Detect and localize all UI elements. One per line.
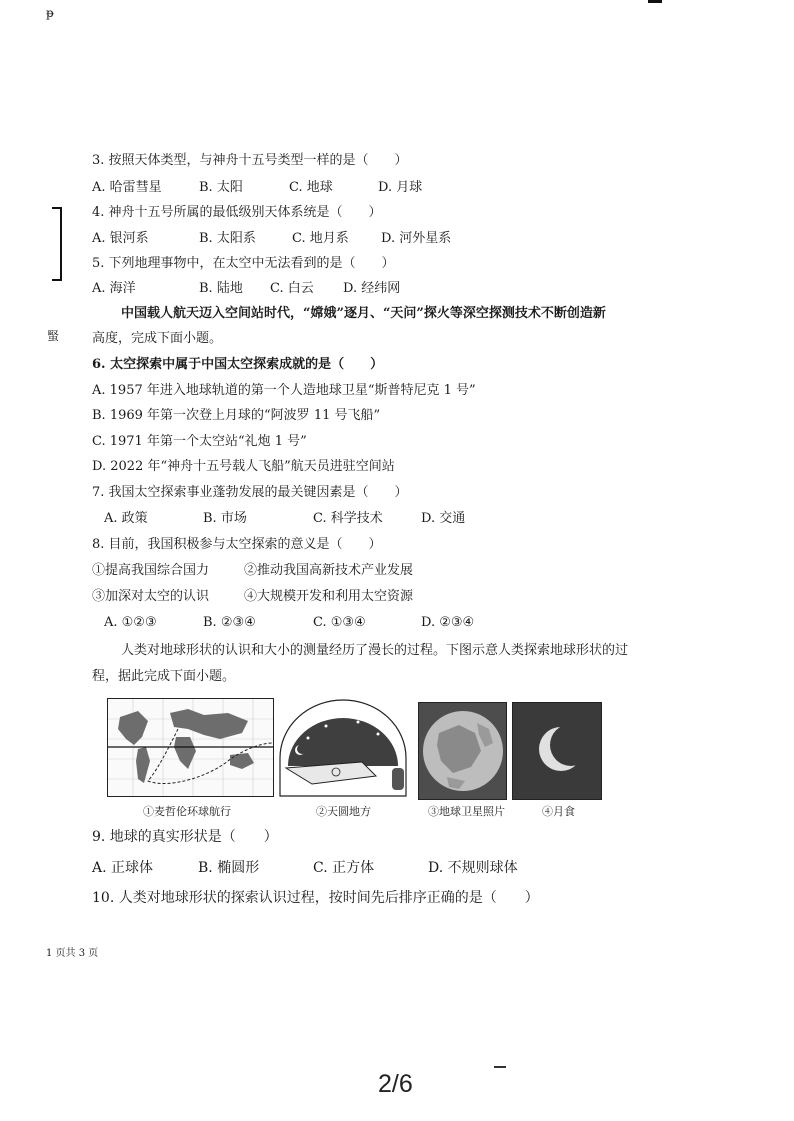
q6-option-b: B. 1969 年第一次登上月球的“阿波罗 11 号飞船” <box>92 408 381 423</box>
q4-option-a: A. 银河系 <box>92 231 149 246</box>
q8-option-d: D. ②③④ <box>421 615 475 630</box>
scan-mark-top-left: ᵽ <box>46 6 54 20</box>
intro-2-line-2: 程，据此完成下面小题。 <box>92 669 236 684</box>
page-number: 2/6 <box>378 1070 413 1098</box>
q4-option-c: C. 地月系 <box>292 231 349 246</box>
page-info: 1 页共 3 页 <box>46 948 99 959</box>
question-5-stem: 5. 下列地理事物中，在太空中无法看到的是（ ） <box>92 256 395 271</box>
question-6-stem: 6. 太空探索中属于中国太空探索成就的是（ ） <box>92 357 384 372</box>
q7-option-c: C. 科学技术 <box>313 511 383 526</box>
question-3-stem: 3. 按照天体类型，与神舟十五号类型一样的是（ ） <box>92 153 408 168</box>
figure-caption-4: ④月食 <box>542 805 575 818</box>
q8-item-3: ③加深对太空的认识 <box>92 589 210 604</box>
q5-option-c: C. 白云 <box>270 281 314 296</box>
question-10-stem: 10. 人类对地球形状的探索认识过程，按时间先后排序正确的是（ ） <box>92 890 539 906</box>
q5-option-d: D. 经纬网 <box>343 281 401 296</box>
binding-bracket <box>52 207 62 281</box>
figure-caption-2: ②天圆地方 <box>316 805 371 818</box>
intro-1-line-1: 中国载人航天迈入空间站时代，“嫦娥”逐月、“天问”探火等深空探测技术不断创造新 <box>121 306 606 321</box>
q9-option-a: A. 正球体 <box>92 860 154 876</box>
q6-option-c: C. 1971 年第一个太空站“礼炮 1 号” <box>92 434 307 449</box>
scan-mark-bottom <box>494 1066 506 1068</box>
q8-item-4: ④大规模开发和利用太空资源 <box>244 589 414 604</box>
q4-option-b: B. 太阳系 <box>199 231 256 246</box>
intro-1-line-2: 高度，完成下面小题。 <box>92 331 223 346</box>
q3-option-b: B. 太阳 <box>199 180 243 195</box>
q6-option-d: D. 2022 年“神舟十五号载人飞船”航天员进驻空间站 <box>92 459 395 474</box>
q8-option-b: B. ②③④ <box>203 615 256 630</box>
scan-mark-left-margin: 蜸 <box>47 329 60 343</box>
figure-caption-3: ③地球卫星照片 <box>428 805 505 818</box>
q7-option-d: D. 交通 <box>421 511 466 526</box>
figure-caption-1: ①麦哲伦环球航行 <box>143 805 231 818</box>
question-7-stem: 7. 我国太空探索事业蓬勃发展的最关键因素是（ ） <box>92 485 408 500</box>
scan-mark-top-right <box>648 0 662 3</box>
q8-item-2: ②推动我国高新技术产业发展 <box>244 563 414 578</box>
q7-option-b: B. 市场 <box>203 511 247 526</box>
question-9-stem: 9. 地球的真实形状是（ ） <box>92 829 278 845</box>
q3-option-d: D. 月球 <box>378 180 423 195</box>
q9-option-b: B. 椭圆形 <box>198 860 260 876</box>
q8-option-a: A. ①②③ <box>104 615 157 630</box>
q9-option-d: D. 不规则球体 <box>428 860 518 876</box>
q5-option-b: B. 陆地 <box>199 281 243 296</box>
question-4-stem: 4. 神舟十五号所属的最低级别天体系统是（ ） <box>92 205 382 220</box>
q9-option-c: C. 正方体 <box>313 860 375 876</box>
q5-option-a: A. 海洋 <box>92 281 136 296</box>
q8-item-1: ①提高我国综合国力 <box>92 563 210 578</box>
figure-magellan-map <box>107 698 274 797</box>
q3-option-c: C. 地球 <box>289 180 333 195</box>
question-8-stem: 8. 目前，我国积极参与太空探索的意义是（ ） <box>92 537 382 552</box>
figure-round-sky-square-earth <box>278 698 408 798</box>
figure-lunar-eclipse <box>512 702 602 800</box>
q4-option-d: D. 河外星系 <box>381 231 452 246</box>
q3-option-a: A. 哈雷彗星 <box>92 180 162 195</box>
q8-option-c: C. ①③④ <box>313 615 366 630</box>
q6-option-a: A. 1957 年进入地球轨道的第一个人造地球卫星“斯普特尼克 1 号” <box>92 383 476 398</box>
q7-option-a: A. 政策 <box>104 511 148 526</box>
figure-earth-satellite-photo <box>418 702 507 800</box>
intro-2-line-1: 人类对地球形状的认识和大小的测量经历了漫长的过程。下图示意人类探索地球形状的过 <box>121 643 629 658</box>
